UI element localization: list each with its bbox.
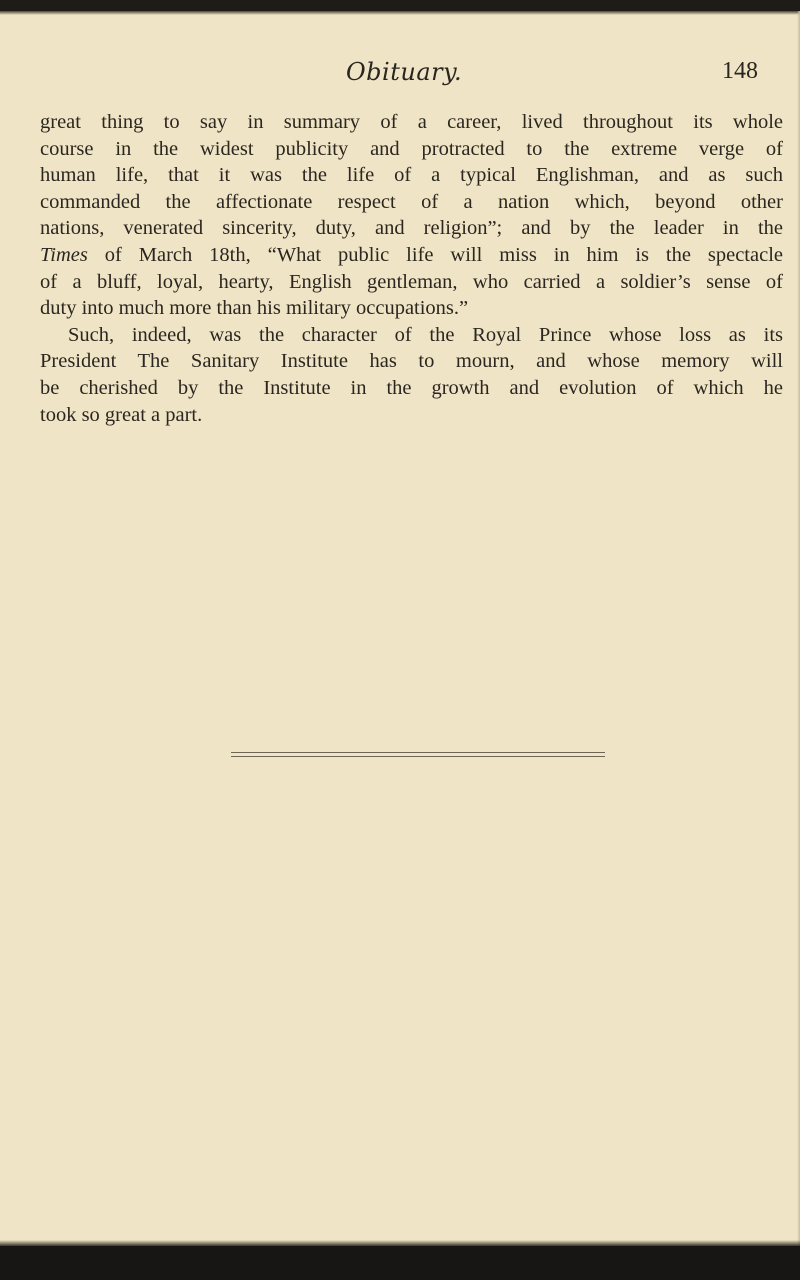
- section-rule-top: [231, 752, 605, 753]
- running-title: Obituary.: [346, 58, 463, 86]
- text-line-9: Such, indeed, was the character of the Royal Prince whose loss as its: [68, 323, 783, 346]
- text-line-10: President The Sanitary Institute has to mourn, and whose memory will: [40, 350, 783, 373]
- section-rule-bottom: [231, 756, 605, 757]
- bottom-scan-border: [0, 1246, 800, 1280]
- body-text: [40, 109, 783, 428]
- text-line-2: course in the widest publicity and protracted to the extreme verge of: [40, 137, 783, 160]
- text-line-6: [40, 242, 783, 269]
- text-line-7: of a bluff, loyal, hearty, English gentleman, who carried a soldier’s sense of: [40, 270, 783, 293]
- top-scan-shadow: [0, 11, 800, 15]
- text-line-12: took so great a part.: [40, 403, 203, 426]
- text-line-8: duty into much more than his military occupations.”: [40, 297, 469, 320]
- text-line-6-rest: of March 18th, “What public life will miss in him is the spectacle: [104, 243, 783, 266]
- italic-times: Times: [40, 243, 88, 266]
- page-number: 148: [722, 58, 758, 84]
- text-line-1: great thing to say in summary of a career, lived throughout its whole: [40, 111, 783, 133]
- text-line-4: commanded the affectionate respect of a nation which, beyond other: [40, 190, 783, 213]
- text-line-5: nations, venerated sincerity, duty, and religion”; and by the leader in the: [40, 217, 783, 240]
- top-scan-border: [0, 0, 800, 11]
- text-line-3: human life, that it was the life of a typical Englishman, and as such: [40, 164, 783, 187]
- text-line-11: be cherished by the Institute in the growth and evolution of which he: [40, 376, 783, 399]
